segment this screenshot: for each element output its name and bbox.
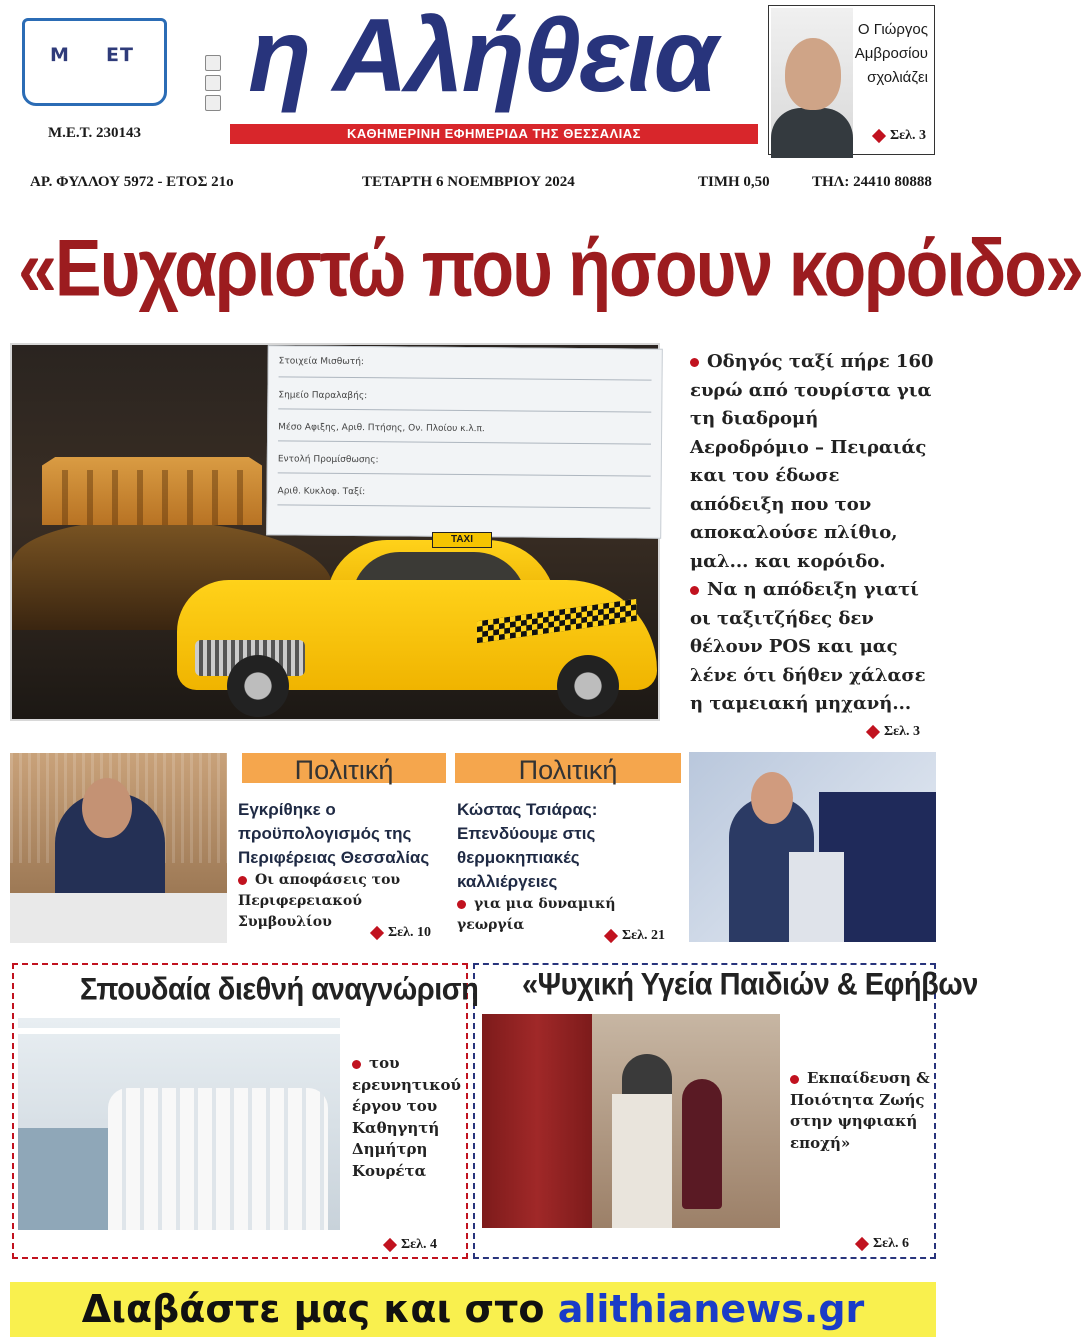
story-title: Κώστας Τσιάρας: Επενδύουμε στις θερμοκηπιακές καλλιέργειες [457,800,598,891]
mental-health-page-ref[interactable]: Σελ. 6 [857,1236,909,1252]
diamond-icon [866,725,880,739]
columnist-caption: Ο Γιώργος Αμβροσίου σχολιάζει [854,21,928,86]
columnist-page-ref: Σελ. 3 [874,128,926,144]
receipt-label: Μέσο Αφιξης, Αριθ. Πτήσης, Ον. Πλοίου κ.λ.π. [278,422,485,435]
diamond-icon [872,129,886,143]
met-code: Μ.Ε.Τ. 230143 [48,125,142,141]
recognition-page-ref[interactable]: Σελ. 4 [385,1237,437,1253]
bullet-icon [352,1060,361,1069]
newspaper-tagline: ΚΑΘΗΜΕΡΙΝΗ ΕΦΗΜΕΡΙΔΑ ΤΗΣ ΘΕΣΣΑΛΙΑΣ [230,124,758,144]
politics-2-page-ref[interactable]: Σελ. 21 [606,928,665,944]
bullet-icon [690,586,699,595]
main-story-bullets [690,348,935,719]
issue-number: ΑΡ. ΦΥΛΛΟΥ 5972 - ΕΤΟΣ 21ο [30,174,234,190]
newspaper-name: η Αλήθεια [248,0,717,114]
section-tag-politics: Πολιτική [455,753,681,783]
diamond-icon [604,929,618,943]
bullet-icon [238,876,247,885]
met-logo-m: Μ [50,44,70,66]
taxi-image [177,534,657,705]
recognition-title[interactable]: Σπουδαία διεθνή αναγνώριση [80,972,479,1008]
main-bullet-1: Οδηγός ταξί πήρε 160 ευρώ από τουρίστα για τη διαδρομή Αεροδρόμιο – Πειραιάς και του έδωσε απόδειξη που τον αποκαλούσε πλίθιο, μαλ... και κορόιδο. [690,351,934,572]
columnist-box[interactable] [768,5,935,155]
bullet-icon [457,900,466,909]
diamond-icon [383,1238,397,1252]
story-title: Εγκρίθηκε ο προϋπολογισμός της Περιφέρειας Θεσσαλίας [238,800,430,867]
cert-icon [205,95,221,111]
mental-health-title[interactable]: «Ψυχική Υγεία Παιδιών & Εφήβων [522,967,978,1003]
met-logo [22,18,167,108]
issue-date: ΤΕΤΑΡΤΗ 6 ΝΟΕΜΒΡΙΟΥ 2024 [362,174,575,190]
issue-price: ΤΙΜΗ 0,50 [698,174,770,190]
phone-number: ΤΗΛ: 24410 80888 [812,174,932,190]
cert-icon [205,55,221,71]
story-subtitle: για μια δυναμική γεωργία [457,896,616,933]
main-story-photo[interactable] [10,343,660,721]
banner-text: Διαβάστε μας και στο [81,1287,558,1331]
receipt-label: Εντολή Προμίσθωσης: [277,454,379,466]
recognition-text: του ερευνητικού έργου του Καθηγητή Δημήτρη Κουρέτα [352,1054,461,1180]
research-team-photo[interactable] [18,1018,340,1230]
book-icon [22,18,167,106]
certification-marks [205,55,225,145]
story-subtitle: Οι αποφάσεις του Περιφερειακού Συμβουλίου [238,872,401,930]
receipt-label: Αριθ. Κυκλοφ. Ταξί: [277,486,366,498]
politics-story-1[interactable] [238,798,448,933]
taxi-receipt-image [266,345,663,538]
main-bullet-2: Να η απόδειξη γιατί οι ταξιτζήδες δεν θέλουν POS και μας λένε ότι δήθεν χάλασε η ταμειακή μηχανή... [690,579,926,714]
met-logo-et: ΕΤ [106,44,134,66]
section-tag-politics: Πολιτική [242,753,446,783]
regional-council-photo[interactable] [10,753,227,943]
main-story-page-ref[interactable]: Σελ. 3 [868,724,920,740]
diamond-icon [370,926,384,940]
receipt-label: Σημείο Παραλαβής: [278,390,368,402]
politics-story-2[interactable] [457,798,682,936]
minister-speech-photo[interactable] [689,752,936,942]
receipt-label: Στοιχεία Μισθωτή: [278,356,365,368]
parthenon-image [42,440,262,525]
bullet-icon [790,1075,799,1084]
bullet-icon [690,358,699,367]
columnist-photo [771,8,853,153]
main-headline[interactable]: «Ευχαριστώ που ήσουν κορόιδο» [18,223,1082,313]
mental-health-text: Εκπαίδευση & Ποιότητα Ζωής στην ψηφιακή εποχή» [790,1069,930,1152]
taxi-sign: TAXI [432,532,492,548]
newspaper-logo[interactable] [248,0,758,130]
diamond-icon [855,1237,869,1251]
politics-1-page-ref[interactable]: Σελ. 10 [372,925,431,941]
cert-icon [205,75,221,91]
conference-photo[interactable] [482,1014,780,1228]
website-banner[interactable] [10,1282,936,1337]
website-link[interactable]: alithianews.gr [557,1287,865,1331]
